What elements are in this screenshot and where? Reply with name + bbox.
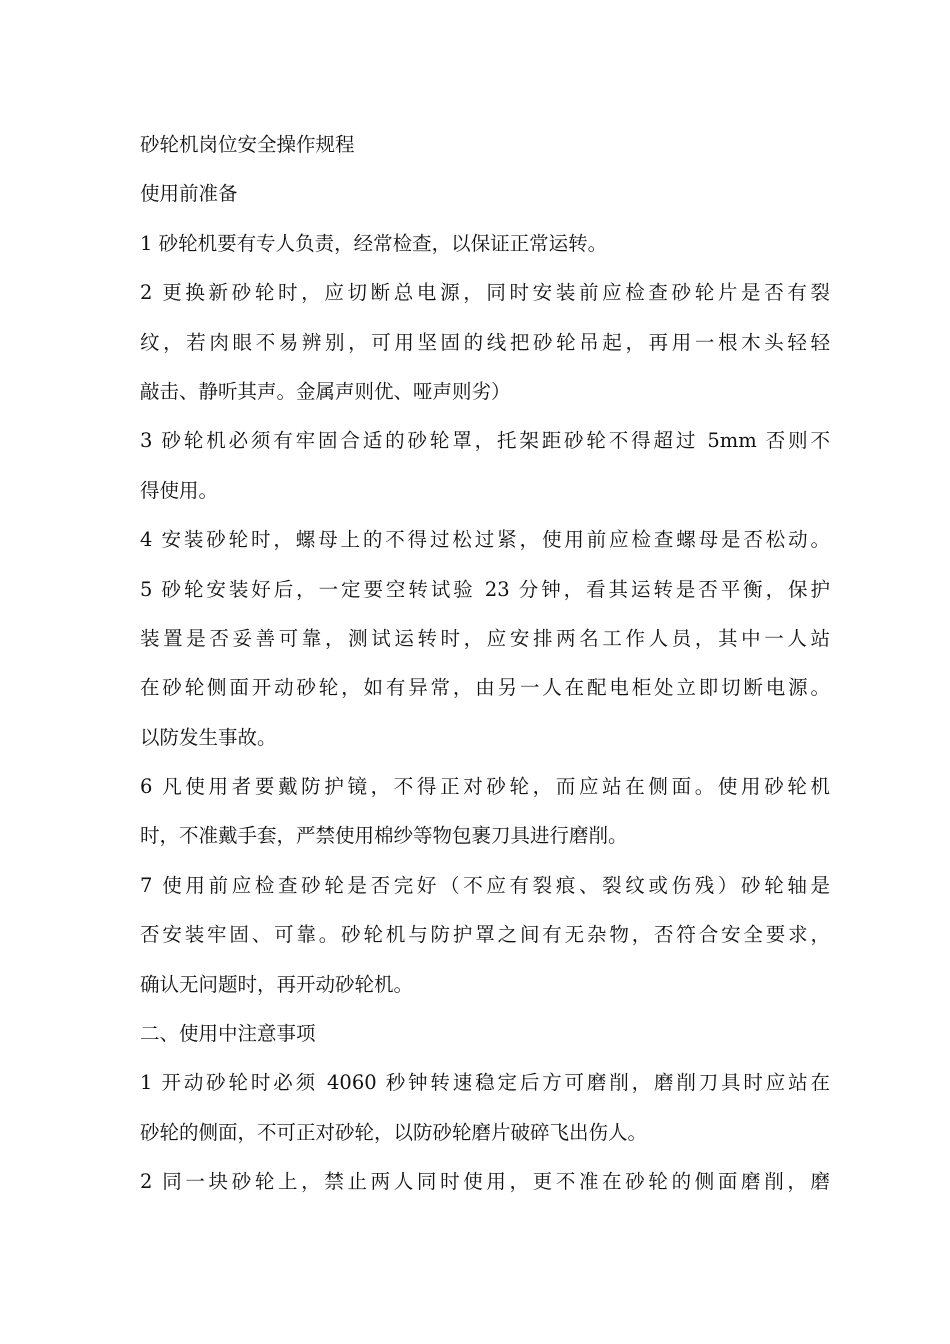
rule-7-line-1: 7 使用前应检查砂轮是否完好（不应有裂痕、裂纹或伤残）砂轮轴是 <box>140 873 830 897</box>
document-title: 砂轮机岗位安全操作规程 <box>140 133 355 156</box>
rule-3-line-1: 3 砂轮机必须有牢固合适的砂轮罩，托架距砂轮不得超过 5mm 否则不 <box>140 429 830 453</box>
rule-4: 4 安装砂轮时，螺母上的不得过松过紧，使用前应检查螺母是否松动。 <box>140 528 830 552</box>
rule-2-line-3: 敲击、静听其声。金属声则优、哑声则劣） <box>140 379 511 403</box>
rule-1: 1 砂轮机要有专人负责，经常检查，以保证正常运转。 <box>140 231 608 255</box>
rule-5-line-2: 装置是否妥善可靠，测试运转时，应安排两名工作人员，其中一人站 <box>140 626 830 650</box>
rule-6-line-1: 6 凡使用者要戴防护镜，不得正对砂轮，而应站在侧面。使用砂轮机 <box>140 775 830 799</box>
rule-5-line-1: 5 砂轮安装好后，一定要空转试验 23 分钟，看其运转是否平衡，保护 <box>140 577 830 601</box>
rule-7-line-3: 确认无问题时，再开动砂轮机。 <box>140 972 414 996</box>
rule-2-line-2: 纹，若肉眼不易辨别，可用坚固的线把砂轮吊起，再用一根木头轻轻 <box>140 330 830 354</box>
rule-3-line-2: 得使用。 <box>140 478 219 502</box>
use-rule-1-line-2: 砂轮的侧面，不可正对砂轮，以防砂轮磨片破碎飞出伤人。 <box>140 1120 648 1144</box>
rule-5-line-3: 在砂轮侧面开动砂轮，如有异常，由另一人在配电柜处立即切断电源。 <box>140 676 830 700</box>
use-rule-1-line-1: 1 开动砂轮时必须 4060 秒钟转速稳定后方可磨削，磨削刀具时应站在 <box>140 1071 830 1095</box>
use-rule-2-line-1: 2 同一块砂轮上，禁止两人同时使用，更不准在砂轮的侧面磨削，磨 <box>140 1170 830 1194</box>
section-heading-preparation: 使用前准备 <box>140 182 238 206</box>
section-heading-in-use: 二、使用中注意事项 <box>140 1022 316 1046</box>
rule-7-line-2: 否安装牢固、可靠。砂轮机与防护罩之间有无杂物，否符合安全要求， <box>140 923 830 947</box>
document-page <box>140 120 830 1207</box>
rule-2-line-1: 2 更换新砂轮时，应切断总电源，同时安装前应检查砂轮片是否有裂 <box>140 281 830 305</box>
rule-6-line-2: 时，不准戴手套，严禁使用棉纱等物包裹刀具进行磨削。 <box>140 824 628 848</box>
rule-5-line-4: 以防发生事故。 <box>140 725 277 749</box>
